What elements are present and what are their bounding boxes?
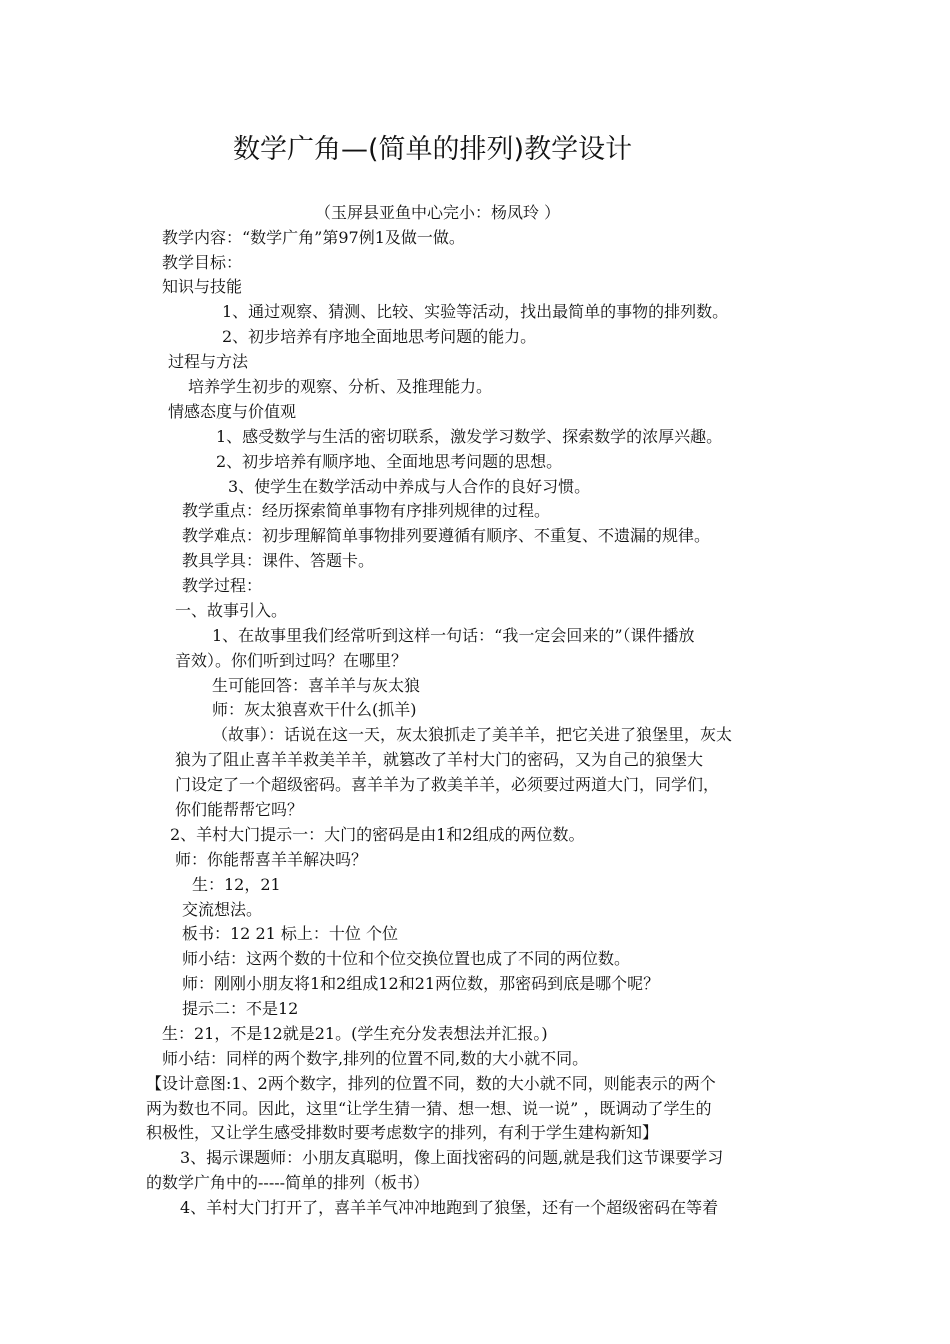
text-line: 门设定了一个超级密码。喜羊羊为了救美羊羊，必须要过两道大门，同学们， (175, 775, 720, 794)
text-line: 教学难点：初步理解简单事物排列要遵循有顺序、不重复、不遗漏的规律。 (182, 526, 711, 545)
text-line: 教具学具：课件、答题卡。 (182, 551, 375, 570)
text-line: 2、羊村大门提示一：大门的密码是由1和2组成的两位数。 (170, 825, 585, 844)
text-line: 教学内容：“数学广角”第97例1及做一做。 (162, 228, 465, 247)
text-line: 教学过程： (182, 576, 263, 595)
text-line: （故事）：话说在这一天，灰太狼抓走了美羊羊，把它关进了狼堡里，灰太 (212, 725, 733, 744)
text-line: 的数学广角中的-----简单的排列（板书） (146, 1173, 430, 1192)
author-line: （玉屏县亚鱼中心完小：杨凤玲 ） (315, 203, 561, 222)
text-line: 提示二：不是12 (182, 999, 299, 1018)
text-line: 一、故事引入。 (175, 601, 288, 620)
text-line: 师：刚刚小朋友将1和2组成12和21两位数，那密码到底是哪个呢？ (182, 974, 660, 993)
text-line: 4、羊村大门打开了，喜羊羊气冲冲地跑到了狼堡，还有一个超级密码在等着 (180, 1198, 719, 1217)
text-line: 音效）。你们听到过吗？在哪里？ (175, 651, 408, 670)
text-line: 教学目标： (162, 253, 243, 272)
text-line: 积极性，又让学生感受排数时要考虑数字的排列，有利于学生建构新知】 (146, 1123, 659, 1142)
text-line: 你们能帮帮它吗？ (175, 800, 304, 819)
text-line: 板书：12 21 标上：十位 个位 (182, 924, 398, 943)
text-line: 狼为了阻止喜羊羊救美羊羊，就篡改了羊村大门的密码，又为自己的狼堡大 (175, 750, 704, 769)
text-line: 1、通过观察、猜测、比较、实验等活动，找出最简单的事物的排列数。 (222, 302, 729, 321)
text-line: 生：12，21 (192, 875, 281, 894)
text-line: 1、感受数学与生活的密切联系，激发学习数学、探索数学的浓厚兴趣。 (216, 427, 723, 446)
text-line: 生可能回答：喜羊羊与灰太狼 (212, 676, 421, 695)
text-line: 2、初步培养有序地全面地思考问题的能力。 (222, 327, 537, 346)
text-line: 交流想法。 (182, 900, 263, 919)
text-line: 生：21，不是12就是21。(学生充分发表想法并汇报。) (162, 1024, 548, 1043)
text-line: 2、初步培养有顺序地、全面地思考问题的思想。 (216, 452, 563, 471)
text-line: 两为数也不同。因此，这里“让学生猜一猜、想一想、说一说” ，既调动了学生的 (146, 1099, 712, 1118)
document-title: 数学广角—(简单的排列)教学设计 (233, 134, 633, 165)
text-line: 情感态度与价值观 (168, 402, 297, 421)
text-line: 过程与方法 (168, 352, 249, 371)
text-line: 知识与技能 (162, 277, 243, 296)
text-line: 师：你能帮喜羊羊解决吗？ (175, 850, 368, 869)
text-line: 1、在故事里我们经常听到这样一句话：“我一定会回来的”（课件播放 (212, 626, 695, 645)
text-line: 3、使学生在数学活动中养成与人合作的良好习惯。 (228, 477, 591, 496)
text-line: 师：灰太狼喜欢干什么(抓羊) (212, 700, 417, 719)
text-line: 【设计意图:1、2两个数字，排列的位置不同，数的大小就不同，则能表示的两个 (146, 1074, 716, 1093)
text-line: 师小结：同样的两个数字,排列的位置不同,数的大小就不同。 (162, 1049, 589, 1068)
text-line: 3、揭示课题师：小朋友真聪明，像上面找密码的问题,就是我们这节课要学习 (180, 1148, 724, 1167)
text-line: 培养学生初步的观察、分析、及推理能力。 (188, 377, 493, 396)
text-line: 教学重点：经历探索简单事物有序排列规律的过程。 (182, 501, 551, 520)
text-line: 师小结：这两个数的十位和个位交换位置也成了不同的两位数。 (182, 949, 631, 968)
